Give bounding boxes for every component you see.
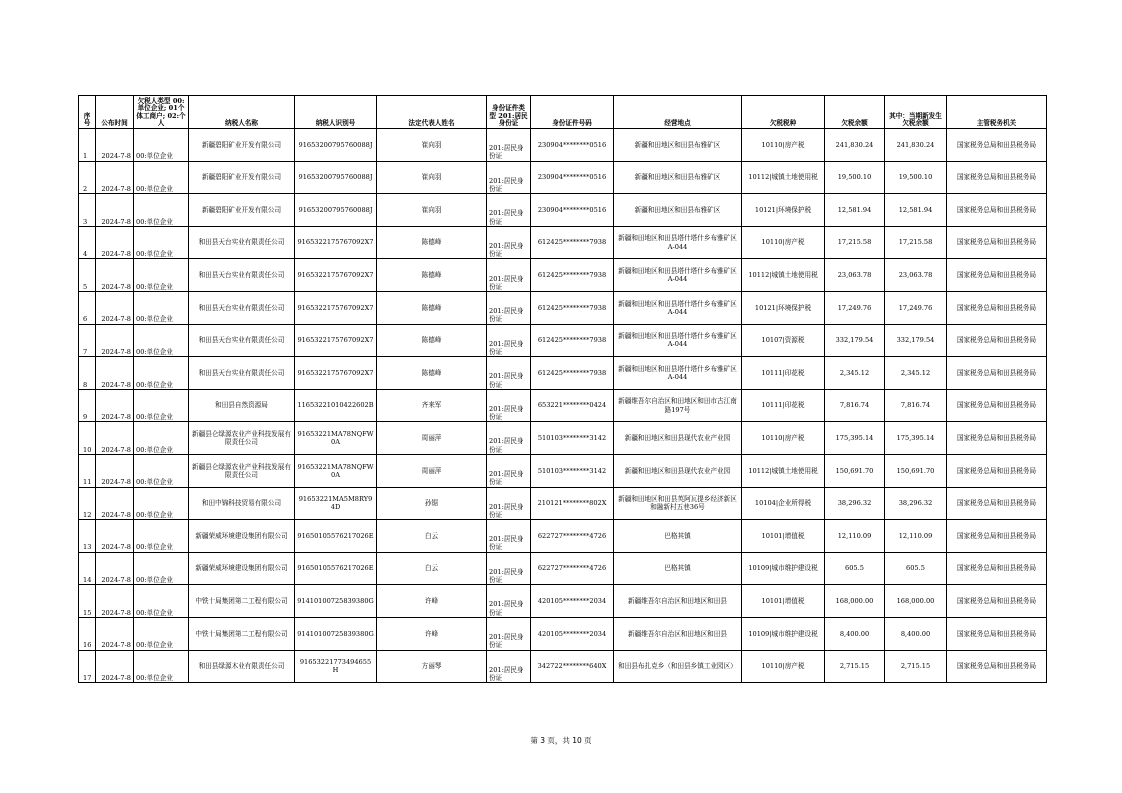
- cell-tax-kind: 10112|城镇土地使用税: [742, 454, 825, 487]
- cell-tax-kind: 10110|房产税: [742, 129, 825, 162]
- cell-tax-kind: 10121|环境保护税: [742, 291, 825, 324]
- cell-date: 2024-7-8: [96, 585, 134, 618]
- cell-address: 新疆和田地区和田县塔什塔什乡布雅矿区A-044: [614, 357, 742, 390]
- cell-id-type: 201:居民身份证: [487, 324, 531, 357]
- table-row: [79, 324, 1047, 357]
- cell-id-number: 230904********0516: [531, 161, 614, 194]
- cell-new-amount: 17,215.58: [885, 226, 947, 259]
- cell-authority: 国家税务总局和田县税务局: [947, 226, 1047, 259]
- cell-amount: 2,715.15: [825, 650, 885, 683]
- cell-authority: 国家税务总局和田县税务局: [947, 324, 1047, 357]
- header-tax-kind: 欠税税种: [742, 96, 825, 129]
- header-seq: 序号: [79, 96, 96, 129]
- cell-id-number: 420105********2034: [531, 585, 614, 618]
- cell-seq: 15: [79, 585, 96, 618]
- cell-id-type: 201:居民身份证: [487, 552, 531, 585]
- cell-name: 和田县天台实业有限责任公司: [189, 259, 295, 292]
- cell-amount: 38,296.32: [825, 487, 885, 520]
- cell-seq: 8: [79, 357, 96, 390]
- cell-amount: 17,249.76: [825, 291, 885, 324]
- cell-id-type: 201:居民身份证: [487, 422, 531, 455]
- cell-date: 2024-7-8: [96, 422, 134, 455]
- cell-new-amount: 12,581.94: [885, 194, 947, 227]
- cell-tax-id: 91653200795760088J: [295, 194, 377, 227]
- cell-name: 中铁十局集团第二工程有限公司: [189, 617, 295, 650]
- cell-taxpayer-type: 00:单位企业: [134, 357, 189, 390]
- cell-address: 新疆和田地区和田县现代农业产业园: [614, 422, 742, 455]
- cell-id-number: 612425********7938: [531, 226, 614, 259]
- cell-date: 2024-7-8: [96, 357, 134, 390]
- cell-seq: 17: [79, 650, 96, 683]
- cell-tax-id: 9165322175767092X7: [295, 291, 377, 324]
- cell-date: 2024-7-8: [96, 226, 134, 259]
- cell-id-number: 612425********7938: [531, 357, 614, 390]
- header-new-amount: 其中：当期新发生欠税余额: [885, 96, 947, 129]
- cell-amount: 19,500.10: [825, 161, 885, 194]
- cell-id-type: 201:居民身份证: [487, 454, 531, 487]
- cell-tax-kind: 10110|房产税: [742, 422, 825, 455]
- cell-seq: 5: [79, 259, 96, 292]
- cell-date: 2024-7-8: [96, 454, 134, 487]
- cell-taxpayer-type: 00:单位企业: [134, 520, 189, 553]
- cell-new-amount: 605.5: [885, 552, 947, 585]
- cell-legal-rep: 陈德峰: [377, 226, 487, 259]
- cell-date: 2024-7-8: [96, 161, 134, 194]
- cell-amount: 150,691.70: [825, 454, 885, 487]
- cell-id-number: 612425********7938: [531, 291, 614, 324]
- cell-new-amount: 8,400.00: [885, 617, 947, 650]
- cell-authority: 国家税务总局和田县税务局: [947, 520, 1047, 553]
- cell-name: 新疆县仑绿源农业产业科技发展有限责任公司: [189, 422, 295, 455]
- table-row: [79, 617, 1047, 650]
- cell-seq: 13: [79, 520, 96, 553]
- cell-tax-id: 9165322175767092X7: [295, 259, 377, 292]
- cell-tax-kind: 10101|增值税: [742, 585, 825, 618]
- table-row: [79, 291, 1047, 324]
- cell-name: 和田县绿源木业有限责任公司: [189, 650, 295, 683]
- cell-id-type: 201:居民身份证: [487, 650, 531, 683]
- cell-tax-id: 91410100725839380G: [295, 617, 377, 650]
- cell-seq: 7: [79, 324, 96, 357]
- cell-tax-id: 91650105576217026E: [295, 520, 377, 553]
- cell-date: 2024-7-8: [96, 389, 134, 422]
- cell-id-number: 612425********7938: [531, 259, 614, 292]
- cell-tax-id: 91653200795760088J: [295, 129, 377, 162]
- cell-tax-id: 91653221MA5M8RY94D: [295, 487, 377, 520]
- cell-seq: 12: [79, 487, 96, 520]
- cell-new-amount: 168,000.00: [885, 585, 947, 618]
- table-row: [79, 585, 1047, 618]
- cell-tax-kind: 10101|增值税: [742, 520, 825, 553]
- cell-legal-rep: 崔向羽: [377, 161, 487, 194]
- table-row: [79, 259, 1047, 292]
- cell-id-number: 622727********4726: [531, 520, 614, 553]
- cell-amount: 241,830.24: [825, 129, 885, 162]
- cell-seq: 9: [79, 389, 96, 422]
- cell-seq: 1: [79, 129, 96, 162]
- cell-tax-kind: 10107|资源税: [742, 324, 825, 357]
- table-body: [79, 129, 1047, 683]
- cell-taxpayer-type: 00:单位企业: [134, 454, 189, 487]
- cell-name: 新疆碧阳矿业开发有限公司: [189, 161, 295, 194]
- cell-id-number: 510103********3142: [531, 422, 614, 455]
- cell-tax-kind: 10110|房产税: [742, 650, 825, 683]
- cell-tax-kind: 10110|房产税: [742, 226, 825, 259]
- cell-name: 新疆县仑绿源农业产业科技发展有限责任公司: [189, 454, 295, 487]
- cell-new-amount: 2,345.12: [885, 357, 947, 390]
- cell-tax-kind: 10111|印花税: [742, 389, 825, 422]
- cell-legal-rep: 陈德峰: [377, 324, 487, 357]
- cell-taxpayer-type: 00:单位企业: [134, 226, 189, 259]
- cell-name: 和田中锦科技贸易有限公司: [189, 487, 295, 520]
- cell-address: 新疆和田地区和田县布雅矿区: [614, 129, 742, 162]
- page-number: 第 3 页，共 10 页: [530, 736, 592, 745]
- cell-taxpayer-type: 00:单位企业: [134, 487, 189, 520]
- cell-id-type: 201:居民身份证: [487, 129, 531, 162]
- cell-tax-id: 91410100725839380G: [295, 585, 377, 618]
- table-row: [79, 357, 1047, 390]
- cell-new-amount: 17,249.76: [885, 291, 947, 324]
- header-date: 公布时间: [96, 96, 134, 129]
- cell-taxpayer-type: 00:单位企业: [134, 129, 189, 162]
- cell-amount: 605.5: [825, 552, 885, 585]
- table-row: [79, 552, 1047, 585]
- cell-name: 中铁十局集团第二工程有限公司: [189, 585, 295, 618]
- cell-id-type: 201:居民身份证: [487, 161, 531, 194]
- cell-authority: 国家税务总局和田县税务局: [947, 389, 1047, 422]
- cell-tax-kind: 10111|印花税: [742, 357, 825, 390]
- cell-date: 2024-7-8: [96, 194, 134, 227]
- cell-seq: 2: [79, 161, 96, 194]
- cell-address: 巴格其镇: [614, 520, 742, 553]
- cell-legal-rep: 周丽萍: [377, 454, 487, 487]
- table-row: [79, 520, 1047, 553]
- cell-authority: 国家税务总局和田县税务局: [947, 422, 1047, 455]
- cell-authority: 国家税务总局和田县税务局: [947, 194, 1047, 227]
- cell-taxpayer-type: 00:单位企业: [134, 291, 189, 324]
- cell-tax-id: 91653221773494655H: [295, 650, 377, 683]
- table-row: [79, 454, 1047, 487]
- cell-amount: 2,345.12: [825, 357, 885, 390]
- cell-id-type: 201:居民身份证: [487, 585, 531, 618]
- cell-name: 和田县天台实业有限责任公司: [189, 324, 295, 357]
- cell-authority: 国家税务总局和田县税务局: [947, 585, 1047, 618]
- cell-tax-id: 9165322175767092X7: [295, 324, 377, 357]
- cell-amount: 8,400.00: [825, 617, 885, 650]
- cell-new-amount: 38,296.32: [885, 487, 947, 520]
- cell-tax-id: 91653221MA78NQFW0A: [295, 454, 377, 487]
- cell-authority: 国家税务总局和田县税务局: [947, 454, 1047, 487]
- table-row: [79, 161, 1047, 194]
- cell-id-number: 342722********640X: [531, 650, 614, 683]
- cell-id-type: 201:居民身份证: [487, 259, 531, 292]
- cell-address: 新疆和田地区和田县英阿瓦提乡经济新区和融新村五巷36号: [614, 487, 742, 520]
- cell-new-amount: 150,691.70: [885, 454, 947, 487]
- cell-authority: 国家税务总局和田县税务局: [947, 650, 1047, 683]
- table-header-row: [79, 96, 1047, 129]
- cell-new-amount: 2,715.15: [885, 650, 947, 683]
- cell-seq: 3: [79, 194, 96, 227]
- cell-address: 和田县布扎克乡（和田县乡镇工业园区）: [614, 650, 742, 683]
- cell-id-type: 201:居民身份证: [487, 226, 531, 259]
- cell-new-amount: 19,500.10: [885, 161, 947, 194]
- cell-amount: 23,063.78: [825, 259, 885, 292]
- cell-id-number: 420105********2034: [531, 617, 614, 650]
- cell-seq: 16: [79, 617, 96, 650]
- cell-id-type: 201:居民身份证: [487, 487, 531, 520]
- cell-tax-kind: 10121|环境保护税: [742, 194, 825, 227]
- cell-tax-id: 9165322175767092X7: [295, 357, 377, 390]
- cell-date: 2024-7-8: [96, 291, 134, 324]
- cell-address: 新疆维吾尔自治区和田地区和田市古江南路197号: [614, 389, 742, 422]
- cell-name: 新疆碧阳矿业开发有限公司: [189, 194, 295, 227]
- cell-id-number: 612425********7938: [531, 324, 614, 357]
- cell-id-number: 510103********3142: [531, 454, 614, 487]
- cell-new-amount: 12,110.09: [885, 520, 947, 553]
- cell-id-type: 201:居民身份证: [487, 617, 531, 650]
- cell-id-type: 201:居民身份证: [487, 389, 531, 422]
- cell-name: 新疆荣威环境建设集团有限公司: [189, 552, 295, 585]
- cell-name: 新疆碧阳矿业开发有限公司: [189, 129, 295, 162]
- cell-tax-kind: 10112|城镇土地使用税: [742, 161, 825, 194]
- cell-tax-kind: 10109|城市维护建设税: [742, 552, 825, 585]
- table-row: [79, 487, 1047, 520]
- cell-taxpayer-type: 00:单位企业: [134, 161, 189, 194]
- cell-id-type: 201:居民身份证: [487, 520, 531, 553]
- cell-amount: 12,110.09: [825, 520, 885, 553]
- cell-amount: 7,816.74: [825, 389, 885, 422]
- cell-date: 2024-7-8: [96, 259, 134, 292]
- cell-legal-rep: 许峰: [377, 617, 487, 650]
- table-row: [79, 422, 1047, 455]
- cell-name: 和田县天台实业有限责任公司: [189, 357, 295, 390]
- cell-id-number: 210121********802X: [531, 487, 614, 520]
- cell-tax-kind: 10104|企业所得税: [742, 487, 825, 520]
- cell-seq: 14: [79, 552, 96, 585]
- cell-tax-id: 11653221010422602B: [295, 389, 377, 422]
- cell-authority: 国家税务总局和田县税务局: [947, 291, 1047, 324]
- cell-tax-id: 91653221MA78NQFW0A: [295, 422, 377, 455]
- cell-taxpayer-type: 00:单位企业: [134, 194, 189, 227]
- cell-id-number: 622727********4726: [531, 552, 614, 585]
- header-id-type: 身份证件类型 201:居民身份证: [487, 96, 531, 129]
- cell-seq: 11: [79, 454, 96, 487]
- cell-amount: 168,000.00: [825, 585, 885, 618]
- cell-taxpayer-type: 00:单位企业: [134, 324, 189, 357]
- cell-address: 新疆维吾尔自治区和田地区和田县: [614, 617, 742, 650]
- cell-legal-rep: 许峰: [377, 585, 487, 618]
- cell-taxpayer-type: 00:单位企业: [134, 585, 189, 618]
- cell-taxpayer-type: 00:单位企业: [134, 617, 189, 650]
- cell-legal-rep: 陈德峰: [377, 291, 487, 324]
- cell-tax-id: 91653200795760088J: [295, 161, 377, 194]
- cell-tax-kind: 10112|城镇土地使用税: [742, 259, 825, 292]
- cell-date: 2024-7-8: [96, 129, 134, 162]
- cell-amount: 17,215.58: [825, 226, 885, 259]
- cell-name: 和田县天台实业有限责任公司: [189, 226, 295, 259]
- cell-id-number: 230904********0516: [531, 194, 614, 227]
- cell-address: 新疆和田地区和田县布雅矿区: [614, 161, 742, 194]
- header-id-number: 身份证件号码: [531, 96, 614, 129]
- cell-date: 2024-7-8: [96, 650, 134, 683]
- header-amount: 欠税余额: [825, 96, 885, 129]
- cell-authority: 国家税务总局和田县税务局: [947, 617, 1047, 650]
- cell-address: 新疆维吾尔自治区和田地区和田县: [614, 585, 742, 618]
- cell-authority: 国家税务总局和田县税务局: [947, 487, 1047, 520]
- cell-address: 新疆和田地区和田县现代农业产业园: [614, 454, 742, 487]
- cell-legal-rep: 白云: [377, 552, 487, 585]
- cell-date: 2024-7-8: [96, 324, 134, 357]
- cell-new-amount: 241,830.24: [885, 129, 947, 162]
- header-tax-id: 纳税人识别号: [295, 96, 377, 129]
- tax-arrears-table: [78, 95, 1047, 683]
- header-address: 经营地点: [614, 96, 742, 129]
- cell-name: 和田县自然资源局: [189, 389, 295, 422]
- cell-address: 新疆和田地区和田县布雅矿区: [614, 194, 742, 227]
- cell-authority: 国家税务总局和田县税务局: [947, 552, 1047, 585]
- cell-taxpayer-type: 00:单位企业: [134, 650, 189, 683]
- cell-legal-rep: 齐来军: [377, 389, 487, 422]
- cell-id-type: 201:居民身份证: [487, 357, 531, 390]
- cell-authority: 国家税务总局和田县税务局: [947, 129, 1047, 162]
- cell-legal-rep: 陈德峰: [377, 259, 487, 292]
- cell-taxpayer-type: 00:单位企业: [134, 389, 189, 422]
- cell-amount: 175,395.14: [825, 422, 885, 455]
- cell-id-number: 230904********0516: [531, 129, 614, 162]
- cell-taxpayer-type: 00:单位企业: [134, 422, 189, 455]
- cell-taxpayer-type: 00:单位企业: [134, 259, 189, 292]
- header-legal-rep: 法定代表人姓名: [377, 96, 487, 129]
- cell-address: 新疆和田地区和田县塔什塔什乡布雅矿区A-044: [614, 259, 742, 292]
- cell-date: 2024-7-8: [96, 520, 134, 553]
- cell-tax-kind: 10109|城市维护建设税: [742, 617, 825, 650]
- cell-new-amount: 23,063.78: [885, 259, 947, 292]
- cell-tax-id: 9165322175767092X7: [295, 226, 377, 259]
- cell-legal-rep: 白云: [377, 520, 487, 553]
- tax-arrears-table-container: [78, 95, 1046, 683]
- cell-seq: 4: [79, 226, 96, 259]
- cell-name: 和田县天台实业有限责任公司: [189, 291, 295, 324]
- cell-id-number: 653221********0424: [531, 389, 614, 422]
- cell-name: 新疆荣威环境建设集团有限公司: [189, 520, 295, 553]
- cell-address: 新疆和田地区和田县塔什塔什乡布雅矿区A-044: [614, 226, 742, 259]
- cell-new-amount: 332,179.54: [885, 324, 947, 357]
- table-row: [79, 129, 1047, 162]
- cell-legal-rep: 崔向羽: [377, 194, 487, 227]
- cell-new-amount: 175,395.14: [885, 422, 947, 455]
- cell-authority: 国家税务总局和田县税务局: [947, 161, 1047, 194]
- table-row: [79, 226, 1047, 259]
- cell-seq: 10: [79, 422, 96, 455]
- cell-date: 2024-7-8: [96, 487, 134, 520]
- cell-date: 2024-7-8: [96, 617, 134, 650]
- cell-legal-rep: 陈德峰: [377, 357, 487, 390]
- cell-address: 新疆和田地区和田县塔什塔什乡布雅矿区A-044: [614, 324, 742, 357]
- cell-address: 新疆和田地区和田县塔什塔什乡布雅矿区A-044: [614, 291, 742, 324]
- cell-authority: 国家税务总局和田县税务局: [947, 357, 1047, 390]
- header-taxpayer-type: 欠税人类型 00:单位企业; 01个体工商户; 02:个人: [134, 96, 189, 129]
- cell-legal-rep: 崔向羽: [377, 129, 487, 162]
- cell-new-amount: 7,816.74: [885, 389, 947, 422]
- header-authority: 主管税务机关: [947, 96, 1047, 129]
- cell-legal-rep: 方丽琴: [377, 650, 487, 683]
- cell-date: 2024-7-8: [96, 552, 134, 585]
- table-row: [79, 194, 1047, 227]
- cell-tax-id: 91650105576217026E: [295, 552, 377, 585]
- cell-legal-rep: 孙锯: [377, 487, 487, 520]
- table-row: [79, 389, 1047, 422]
- cell-authority: 国家税务总局和田县税务局: [947, 259, 1047, 292]
- cell-amount: 12,581.94: [825, 194, 885, 227]
- header-name: 纳税人名称: [189, 96, 295, 129]
- cell-seq: 6: [79, 291, 96, 324]
- cell-amount: 332,179.54: [825, 324, 885, 357]
- cell-legal-rep: 周丽萍: [377, 422, 487, 455]
- cell-id-type: 201:居民身份证: [487, 291, 531, 324]
- cell-address: 巴格其镇: [614, 552, 742, 585]
- cell-taxpayer-type: 00:单位企业: [134, 552, 189, 585]
- table-row: [79, 650, 1047, 683]
- cell-id-type: 201:居民身份证: [487, 194, 531, 227]
